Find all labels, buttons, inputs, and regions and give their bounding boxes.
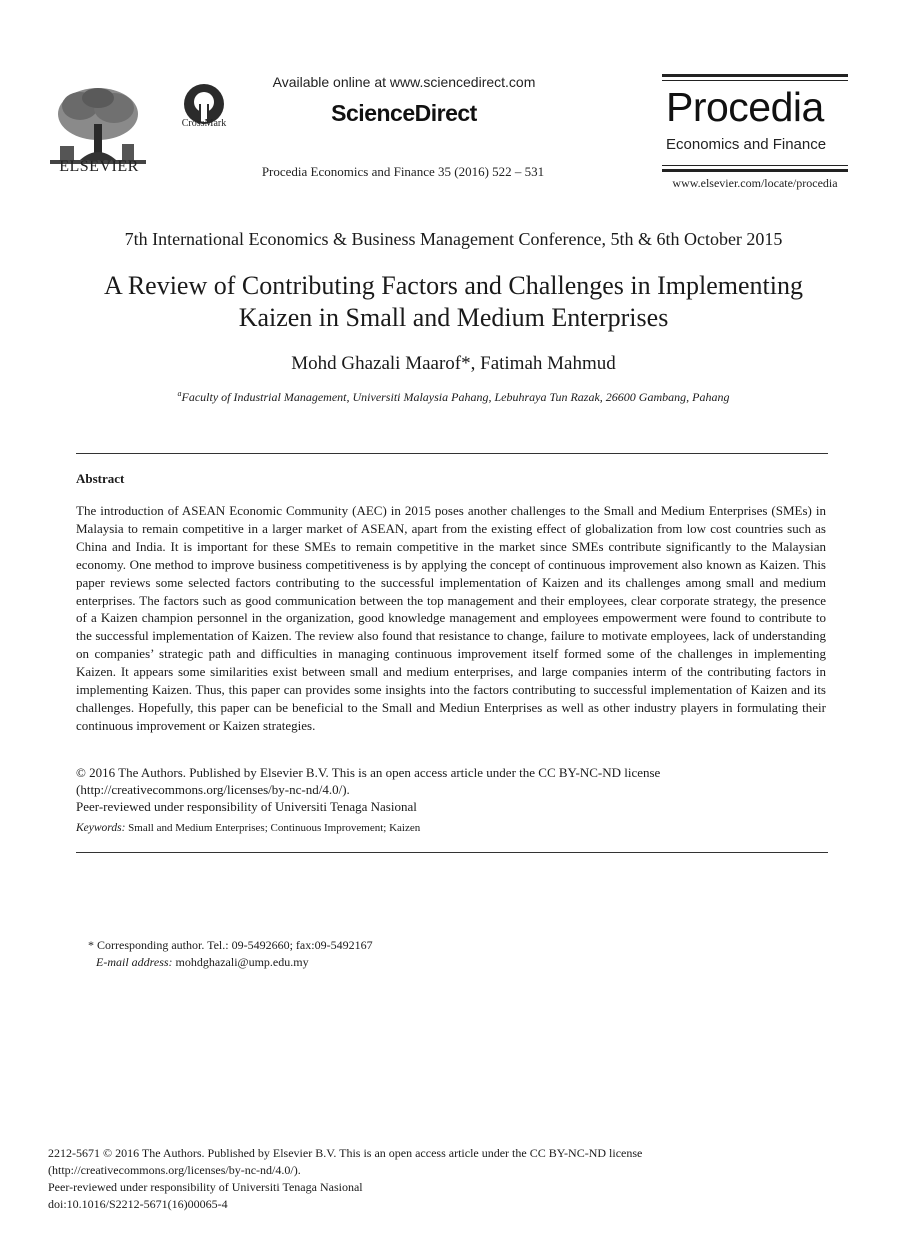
license-block <box>76 764 826 815</box>
journal-citation: Procedia Economics and Finance 35 (2016) 522 – 531 <box>261 164 545 179</box>
license-link[interactable]: (http://creativecommons.org/licenses/by-nc-nd/4.0/). <box>76 782 350 797</box>
procedia-title: Procedia <box>666 84 824 130</box>
license-line-1: © 2016 The Authors. Published by Elsevier B.V. This is an open access article under the CC BY-NC-ND license <box>76 765 661 780</box>
affiliation-text: Faculty of Industrial Management, Universiti Malaysia Pahang, Lebuhraya Tun Razak, 26600 Gambang, Pahang <box>181 390 730 404</box>
available-online-text: Available online at www.sciencedirect.com <box>272 74 536 90</box>
email-label: E-mail address: <box>96 955 173 969</box>
elsevier-wordmark: ELSEVIER <box>59 158 139 175</box>
footer-doi[interactable]: doi:10.1016/S2212-5671(16)00065-4 <box>48 1197 228 1211</box>
procedia-subtitle: Economics and Finance <box>666 136 827 153</box>
footer-peer-review: Peer-reviewed under responsibility of Universiti Tenaga Nasional <box>48 1180 363 1194</box>
peer-review-line: Peer-reviewed under responsibility of Universiti Tenaga Nasional <box>76 799 417 814</box>
keywords-line <box>76 822 826 834</box>
keywords-label: Keywords: <box>76 822 126 834</box>
footer-block <box>48 1145 848 1213</box>
divider-top <box>76 453 828 454</box>
email-line <box>88 954 828 971</box>
corresponding-line: * Corresponding author. Tel.: 09-5492660; fax:09-5492167 <box>88 938 373 952</box>
title-line-1: A Review of Contributing Factors and Challenges in Implementing <box>103 271 803 300</box>
footer-license-link[interactable]: (http://creativecommons.org/licenses/by-nc-nd/4.0/). <box>48 1163 301 1177</box>
conference-line: 7th International Economics & Business Management Conference, 5th & 6th October 2015 <box>124 229 783 249</box>
footer-issn-license: 2212-5671 © 2016 The Authors. Published by Elsevier B.V. This is an open access article under the CC BY-NC-ND license <box>48 1146 643 1160</box>
procedia-url[interactable]: www.elsevier.com/locate/procedia <box>672 176 838 190</box>
divider-bottom <box>76 852 828 853</box>
paper-title <box>60 270 847 334</box>
title-line-2: Kaizen in Small and Medium Enterprises <box>238 303 669 332</box>
abstract-heading: Abstract <box>76 471 125 486</box>
keywords-text: Small and Medium Enterprises; Continuous Improvement; Kaizen <box>128 822 421 834</box>
affiliation-mark: a <box>177 389 182 398</box>
email-address[interactable]: mohdghazali@ump.edu.my <box>175 955 309 969</box>
crossmark-label: CrossMark <box>181 118 227 129</box>
procedia-logo <box>662 74 848 192</box>
sciencedirect-logo[interactable]: ScienceDirect <box>331 100 477 126</box>
abstract-text: The introduction of ASEAN Economic Community (AEC) in 2015 poses another challenges to the Small and Medium Enterprises (SMEs) in Malaysia to remain competitive in a larger market of ASEAN, apart from the existing effect of globalization from low cost countries such as China and India. It is important for these SMEs to remain competitive in the market since SMEs contribute significantly to the Malaysian economy. One method to improve business competitiveness is by applying the concept of continuous improvement also known as Kaizen. This paper reviews some selected factors contributing to the successful implementation of Kaizen and its challenges among small and medium enterprises. The factors such as good communication between the top management and their employees, clear corporate strategy, the presence of a Kaizen champion personnel in the organization, good knowledge management and employees empowerment were found to contribute to the successful implementation of Kaizen. The review also found that resistance to change, failure to motivate employees, lack of understanding on companies’ strategic path and difficulties in managing continuous improvement itself formed some of the challenges in implementing Kaizen. It appears some similarities exist between small and medium enterprises, and large companies interm of the contributing factors in implementing Kaizen. Thus, this paper can provides some insights into the factors contributing to successful implementation of Kaizen and its challenges. Hopefully, this paper can be beneficial to the Small and Mediun Enterprises as well as other industry players in formulating their continuous improvement or Kaizen strategies. <box>76 503 826 733</box>
authors: Mohd Ghazali Maarof*, Fatimah Mahmud <box>291 353 616 374</box>
corresponding-author <box>88 937 828 971</box>
affiliation <box>40 389 867 405</box>
